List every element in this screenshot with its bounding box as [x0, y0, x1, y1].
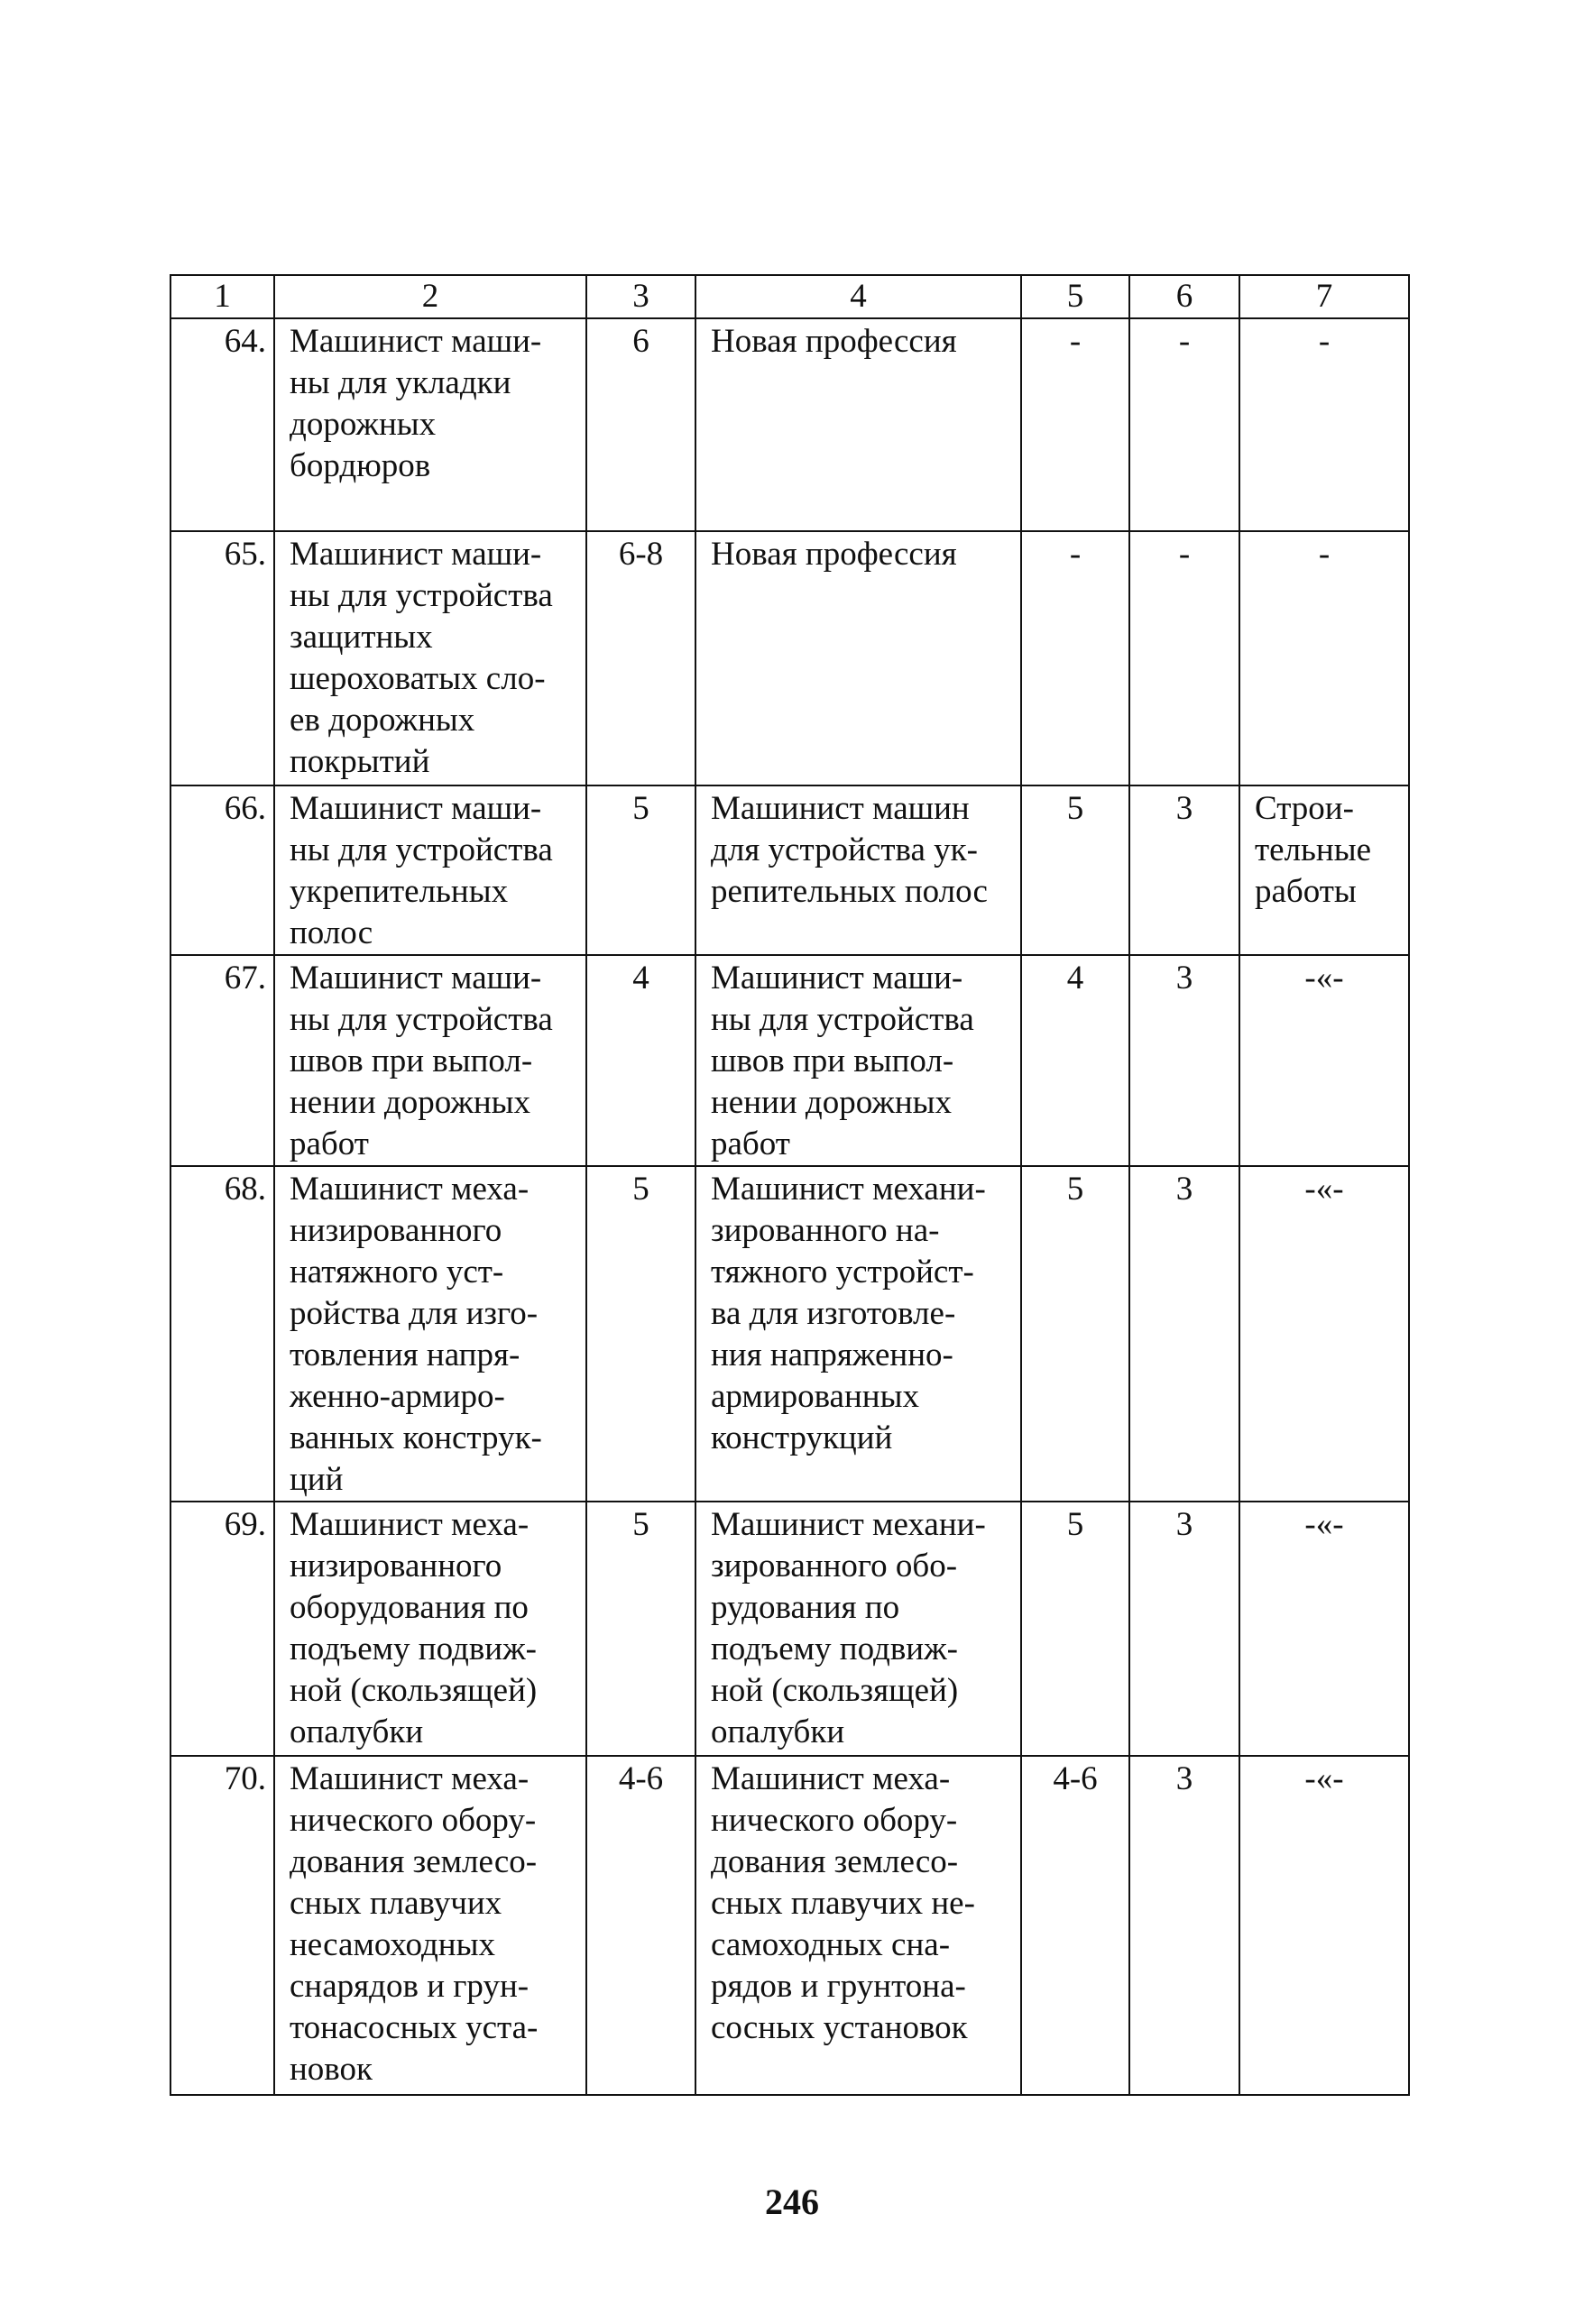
profession-name: Машинист меха- нического обору- дования землесо- сных плавучих несамоходных снарядов и грун- тонасосных уста- новок [274, 1756, 586, 2095]
table-row [170, 318, 1409, 531]
profession-name: Машинист маши- ны для устройства защитных шероховатых сло- ев дорожных покрытий [274, 531, 586, 785]
profession-name: Машинист маши- ны для укладки дорожных бордюров [274, 318, 586, 531]
grade-range: 5 [586, 785, 695, 955]
cell-col7: -«- [1239, 1166, 1409, 1502]
table-row [170, 1166, 1409, 1502]
cell-col5: 4 [1021, 955, 1129, 1166]
row-number: 70. [170, 1756, 274, 2095]
row-number: 66. [170, 785, 274, 955]
previous-profession-name: Машинист механи- зированного на- тяжного устройст- ва для изготовле- ния напряженно- армированных конструкций [695, 1166, 1021, 1502]
cell-col6: 3 [1129, 1756, 1239, 2095]
row-number: 68. [170, 1166, 274, 1502]
table-header-row [170, 275, 1409, 318]
column-header: 3 [586, 275, 695, 318]
previous-profession-name: Новая профессия [695, 318, 1021, 531]
cell-col5: 5 [1021, 1502, 1129, 1756]
row-number: 64. [170, 318, 274, 531]
cell-col7: - [1239, 318, 1409, 531]
grade-range: 6 [586, 318, 695, 531]
cell-col6: 3 [1129, 1166, 1239, 1502]
column-header: 4 [695, 275, 1021, 318]
row-number: 69. [170, 1502, 274, 1756]
grade-range: 5 [586, 1502, 695, 1756]
cell-col5: 5 [1021, 1166, 1129, 1502]
column-header: 1 [170, 275, 274, 318]
grade-range: 6-8 [586, 531, 695, 785]
grade-range: 4-6 [586, 1756, 695, 2095]
cell-col7: Строи- тельные работы [1239, 785, 1409, 955]
row-number: 67. [170, 955, 274, 1166]
table-row [170, 955, 1409, 1166]
cell-col6: 3 [1129, 1502, 1239, 1756]
table-row [170, 1756, 1409, 2095]
table-row [170, 531, 1409, 785]
previous-profession-name: Машинист меха- нического обору- дования землесо- сных плавучих не- самоходных сна- рядов и грунтона- сосных установок [695, 1756, 1021, 2095]
row-number: 65. [170, 531, 274, 785]
cell-col7: -«- [1239, 1502, 1409, 1756]
profession-name: Машинист меха- низированного натяжного уст- ройства для изго- товления напря- женно-армиро- ванных конструк- ций [274, 1166, 586, 1502]
cell-col5: 5 [1021, 785, 1129, 955]
cell-col6: 3 [1129, 955, 1239, 1166]
cell-col5: 4-6 [1021, 1756, 1129, 2095]
cell-col5: - [1021, 531, 1129, 785]
previous-profession-name: Новая профессия [695, 531, 1021, 785]
cell-col6: 3 [1129, 785, 1239, 955]
cell-col7: - [1239, 531, 1409, 785]
column-header: 5 [1021, 275, 1129, 318]
cell-col5: - [1021, 318, 1129, 531]
column-header: 2 [274, 275, 586, 318]
cell-col7: -«- [1239, 955, 1409, 1166]
previous-profession-name: Машинист механи- зированного обо- рудования по подъему подвиж- ной (скользящей) опалубки [695, 1502, 1021, 1756]
profession-name: Машинист маши- ны для устройства укрепительных полос [274, 785, 586, 955]
page-number: 246 [765, 2182, 819, 2222]
column-header: 7 [1239, 275, 1409, 318]
profession-name: Машинист меха- низированного оборудования по подъему подвиж- ной (скользящей) опалубки [274, 1502, 586, 1756]
previous-profession-name: Машинист маши- ны для устройства швов при выпол- нении дорожных работ [695, 955, 1021, 1166]
column-header: 6 [1129, 275, 1239, 318]
profession-name: Машинист маши- ны для устройства швов при выпол- нении дорожных работ [274, 955, 586, 1166]
table-row [170, 785, 1409, 955]
cell-col6: - [1129, 318, 1239, 531]
profession-table [170, 274, 1410, 2096]
cell-col7: -«- [1239, 1756, 1409, 2095]
grade-range: 5 [586, 1166, 695, 1502]
grade-range: 4 [586, 955, 695, 1166]
cell-col6: - [1129, 531, 1239, 785]
previous-profession-name: Машинист машин для устройства ук- репительных полос [695, 785, 1021, 955]
table-row [170, 1502, 1409, 1756]
